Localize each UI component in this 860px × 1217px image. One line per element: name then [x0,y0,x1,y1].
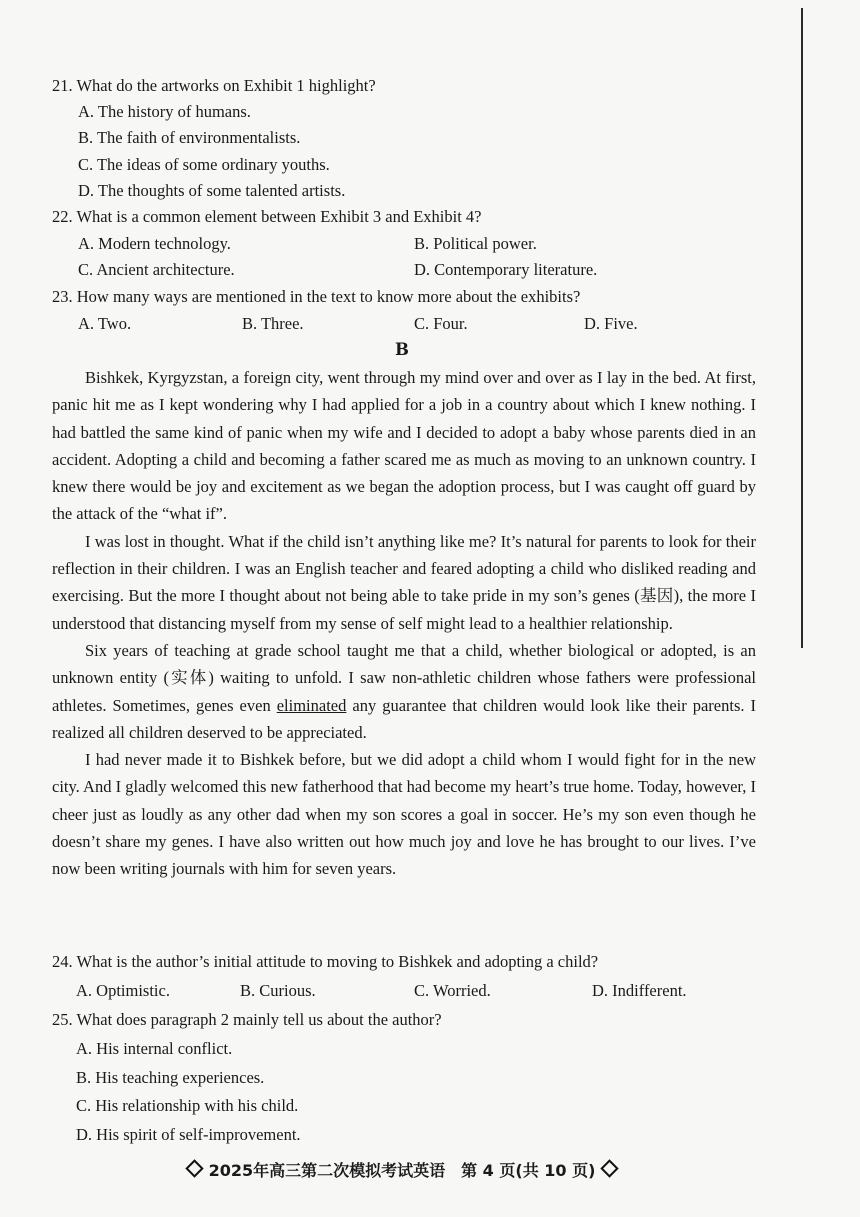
page-edge-line [801,8,803,648]
question-24-option-b: B. Curious. [240,981,316,1000]
question-24-option-a: A. Optimistic. [76,981,170,1000]
question-24-option-d: D. Indifferent. [592,981,687,1000]
question-21-option-a: A. The history of humans. [78,102,251,121]
question-22-option-c: C. Ancient architecture. [78,260,235,279]
question-22-option-a: A. Modern technology. [78,234,231,253]
footer-text: 2025年高三第二次模拟考试英语 第 4 页(共 10 页) [208,1161,596,1180]
question-25-stem: 25. What does paragraph 2 mainly tell us about the author? [52,1010,442,1029]
passage-paragraph-2: I was lost in thought. What if the child isn’t anything like me? It’s natural for parents to look for their reflection in their children. I was an English teacher and feared adopting a child who disliked reading and exercising. But the more I thought about not being able to take pride in my son’s genes (基因), the more I understood that distancing myself from my sense of self might lead to a healthier relationship. [52,531,756,633]
question-25-option-c: C. His relationship with his child. [76,1096,299,1115]
question-23-option-b: B. Three. [242,314,304,333]
question-21-option-d: D. The thoughts of some talented artists. [78,181,346,200]
question-24-stem: 24. What is the author’s initial attitude to moving to Bishkek and adopting a child? [52,952,599,971]
paragraph-3-text-end: any guarantee that children would look like their parents. I realized all children deserved to be appreciated. [52,695,756,742]
page-footer [0,1158,804,1181]
section-heading-b: B [395,340,409,359]
passage-paragraph-3 [52,637,756,746]
question-24-option-c: C. Worried. [414,981,491,1000]
question-25-option-d: D. His spirit of self-improvement. [76,1125,301,1144]
question-22-option-b: B. Political power. [414,234,537,253]
question-21-option-c: C. The ideas of some ordinary youths. [78,155,330,174]
diamond-right-icon [601,1159,619,1177]
paragraph-3-text-start: Six years of teaching at grade school taught me that a child, whether biological or adopted, is an unknown entity (实体) waiting to unfold. I saw non-athletic children whose fathers were professional athletes. Sometimes, genes even [52,640,756,715]
question-23-stem: 23. How many ways are mentioned in the text to know more about the exhibits? [52,287,581,306]
reading-passage-b [52,364,756,883]
passage-paragraph-4: I had never made it to Bishkek before, but we did adopt a child whom I would fight for in the new city. And I gladly welcomed this new fatherhood that had become my heart’s true home. Today, however, I cheer just as loudly as any other dad when my son scores a goal in soccer. He’s my son even though he doesn’t share my genes. I have also written out how much joy and love he has brought to our lives. I’ve now been writing journals with him for seven years. [52,750,756,879]
question-22-stem: 22. What is a common element between Exhibit 3 and Exhibit 4? [52,207,482,226]
question-23-option-c: C. Four. [414,314,468,333]
question-23-option-d: D. Five. [584,314,638,333]
question-21-option-b: B. The faith of environmentalists. [78,128,301,147]
diamond-left-icon [185,1159,203,1177]
question-25-option-a: A. His internal conflict. [76,1039,233,1058]
question-21-stem: 21. What do the artworks on Exhibit 1 highlight? [52,76,376,95]
passage-paragraph-1: Bishkek, Kyrgyzstan, a foreign city, went through my mind over and over as I lay in the bed. At first, panic hit me as I kept wondering why I had applied for a job in a country about which I knew nothing. I had battled the same kind of panic when my wife and I decided to adopt a baby whose parents died in an accident. Adopting a child and becoming a father scared me as much as moving to an unknown country. I knew there would be joy and excitement as we began the adoption process, but I was caught off guard by the attack of the “what if”. [52,368,756,524]
question-25-option-b: B. His teaching experiences. [76,1068,265,1087]
underlined-word: eliminated [276,695,347,715]
question-23-option-a: A. Two. [78,314,132,333]
question-22-option-d: D. Contemporary literature. [414,260,598,279]
